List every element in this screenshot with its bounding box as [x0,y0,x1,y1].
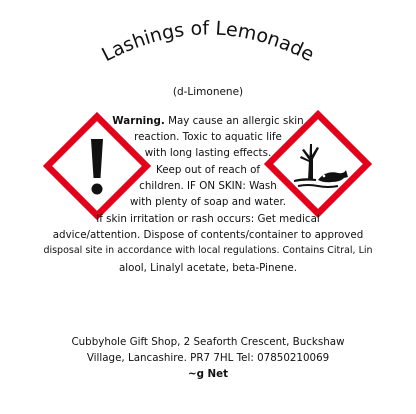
hazard-line: Keep out of reach of [155,163,261,176]
precautionary-statements [40,211,376,276]
hazard-line: with plenty of soap and water. [129,196,287,209]
hazard-line: Warning. May cause an allergic skin [112,115,304,127]
address-line: Cubbyhole Gift Shop, 2 Seaforth Crescent, Buckshaw [71,336,345,348]
product-title-arc [0,0,416,80]
hazard-statements [98,113,318,210]
precaution-line: If skin irritation or rash occurs: Get medical [96,213,320,225]
supplier-address [40,334,376,382]
precaution-line: alool, Linalyl acetate, beta-Pinene. [118,261,298,274]
product-title: Lashings of Lemonade [98,17,318,67]
net-quantity: ~g Net [187,368,229,380]
hazard-line: children. IF ON SKIN: Wash [139,179,277,192]
address-line: Village, Lancashire. PR7 7HL Tel: 07850210069 [86,352,330,364]
allergen-text: (d-Limonene) [172,86,244,98]
precaution-line: advice/attention. Dispose of contents/container to approved [52,229,364,242]
hazard-line: with long lasting effects. [144,147,272,160]
precaution-line: disposal site in accordance with local regulations. Contains Citral, Lin [43,245,373,257]
hazard-line: reaction. Toxic to aquatic life [134,131,282,144]
warning-label: Warning. [112,115,165,127]
